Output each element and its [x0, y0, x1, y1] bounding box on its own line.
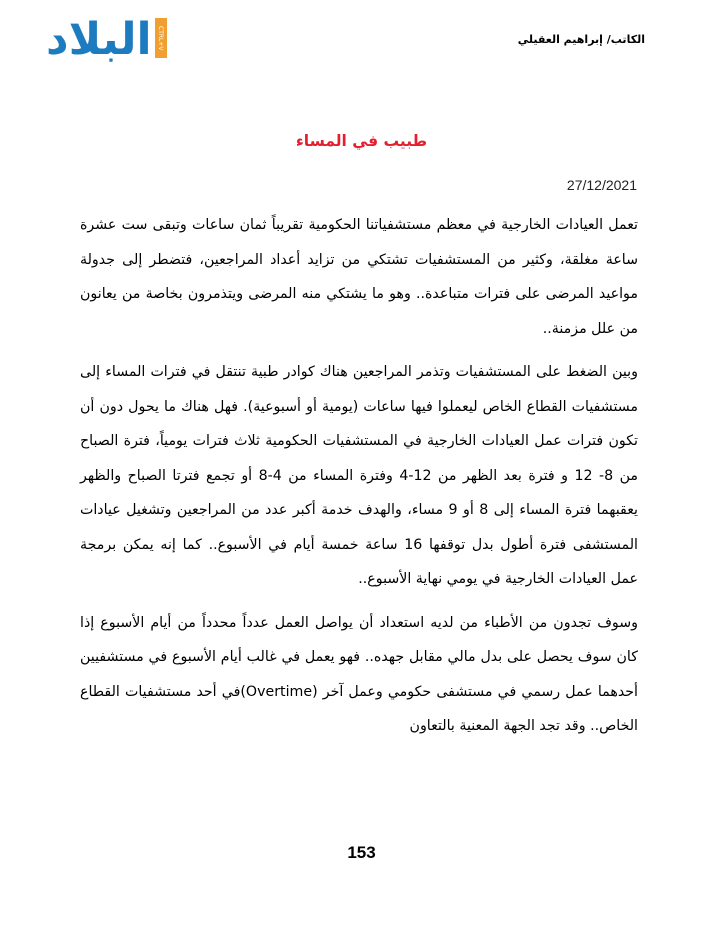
paragraph: تعمل العيادات الخارجية في معظم مستشفياتنا الحكومية تقريباً ثمان ساعات وتبقى ست عشرة ساعة مغلقة، وكثير من المستشفيات تشتكي من تزايد أعداد المراجعين، فتضطر إلى جدولة مواعيد المرضى على فترات متباعدة.. وهو ما يشتكي منه المرضى ويتذمرون بخاصة من يعانون من علل مزمنة..: [80, 217, 638, 337]
logo-sub-text: CTRL+V: [157, 25, 165, 51]
logo-wordmark: البلاد: [46, 14, 152, 65]
article-date: 27/12/2021: [566, 177, 637, 193]
article-body: [80, 208, 638, 753]
author-byline: الكاتب/ إبراهيم العقيلي: [517, 33, 645, 46]
logo: [46, 14, 174, 66]
article-title: طبيب في المساء: [295, 132, 428, 150]
paragraph: وبين الضغط على المستشفيات وتذمر المراجعين هناك كوادر طبية تنتقل في فترات المساء إلى مستشفيات القطاع الخاص ليعملوا فيها ساعات (يومية أو أسبوعية). فهل هناك ما يحول دون أن تكون فترات عمل العيادات الخارجية في المستشفيات الحكومية ثلاث فترات يومياً، فترة الصباح من 8- 12 و فترة بعد الظهر من 12-4 وفترة المساء من 4-8 أو تجمع فترتا الصباح والظهر يعقبهما فترة المساء إلى 8 أو 9 مساء، والهدف خدمة أكبر عدد من المراجعين وتشغيل عيادات المستشفى فترة أطول بدل توقفها 16 ساعة خمسة أيام في الأسبوع.. كما إنه يمكن برمجة عمل العيادات الخارجية في يومي نهاية الأسبوع..: [80, 364, 638, 587]
paragraph: وسوف تجدون من الأطباء من لديه استعداد أن يواصل العمل عدداً محدداً من أيام الأسبوع إذا كان سوف يحصل على بدل مالي مقابل جهده.. فهو يعمل في غالب أيام الأسبوع في مستشفيين أحدهما عمل رسمي في مستشفى حكومي وعمل آخر (Overtime)في أحد مستشفيات القطاع الخاص.. وقد تجد الجهة المعنية بالتعاون: [80, 614, 638, 734]
page-number: 153: [347, 843, 376, 862]
logo-side-bar: [155, 18, 167, 58]
